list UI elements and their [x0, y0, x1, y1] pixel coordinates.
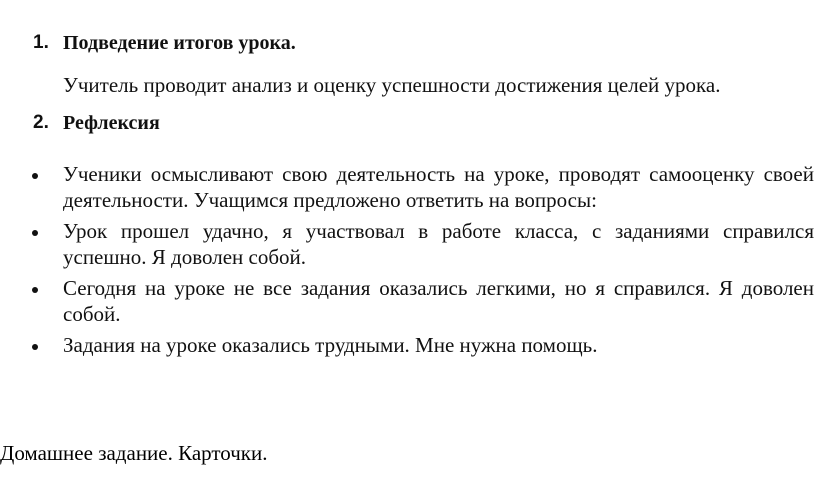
section-2-heading: [0, 110, 816, 140]
bullet-icon: [32, 230, 38, 236]
bullet-icon: [32, 344, 38, 350]
section-2-title: Рефлексия: [63, 112, 160, 134]
list-item-text: Урок прошел удачно, я участвовал в работе класса, с заданиями справился успешно. Я доволен собой.: [63, 219, 814, 269]
list-item: [0, 333, 814, 359]
list-item-text: Сегодня на уроке не все задания оказались легкими, но я справился. Я доволен собой.: [63, 276, 814, 326]
bullet-icon: [32, 173, 38, 179]
section-1-title: Подведение итогов урока.: [63, 32, 296, 54]
reflection-list: [0, 162, 816, 365]
section-2-number: 2.: [33, 112, 49, 133]
bullet-icon: [32, 287, 38, 293]
section-1-number: 1.: [33, 32, 49, 53]
section-1-heading: [0, 30, 816, 60]
section-1-text: Учитель проводит анализ и оценку успешности достижения целей урока.: [63, 73, 721, 97]
list-item-text: Ученики осмысливают свою деятельность на уроке, проводят самооценку своей деятельности. Учащимся предложено ответить на вопросы:: [63, 162, 814, 212]
list-item: [0, 276, 814, 327]
list-item: [0, 162, 814, 213]
list-item: [0, 219, 814, 270]
homework-text: Домашнее задание. Карточки.: [0, 441, 268, 465]
list-item-text: Задания на уроке оказались трудными. Мне нужна помощь.: [63, 333, 598, 357]
